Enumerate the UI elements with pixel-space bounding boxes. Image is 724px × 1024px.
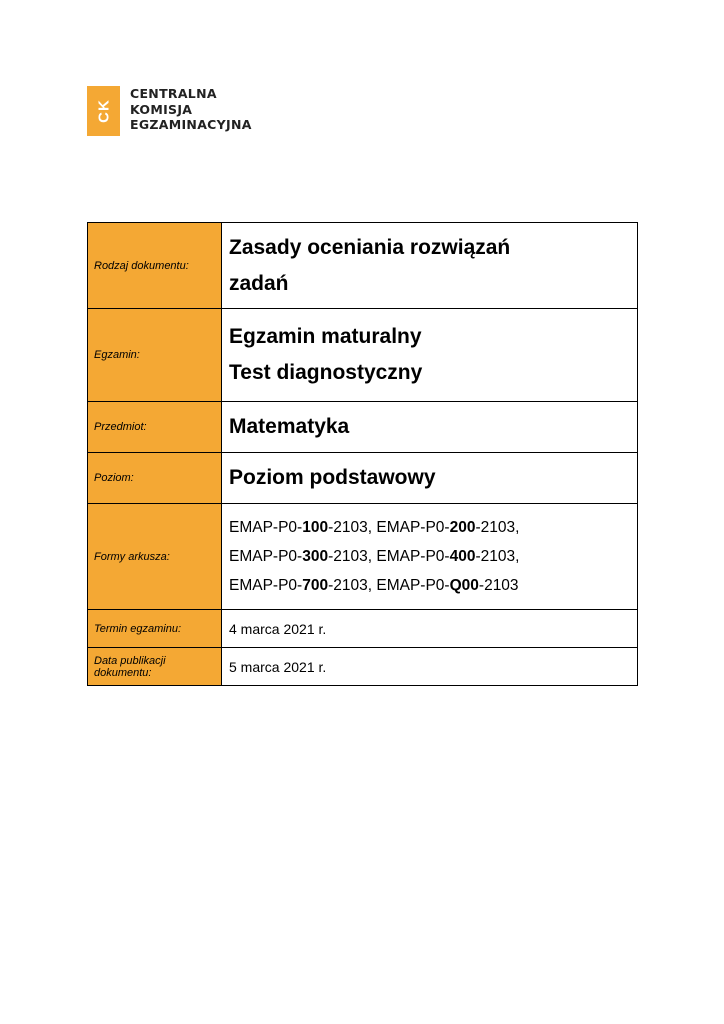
form-code-4: EMAP-P0-400-2103 (376, 548, 516, 565)
label-level: Poziom: (88, 453, 222, 504)
value-subject: Matematyka (222, 402, 638, 453)
value-document-type-line-2: zadań (229, 271, 289, 295)
label-exam-date: Termin egzaminu: (88, 610, 222, 648)
logo-mark-text: CK (95, 99, 112, 123)
label-subject: Przedmiot: (88, 402, 222, 453)
row-sheet-forms (88, 504, 638, 610)
label-sheet-forms: Formy arkusza: (88, 504, 222, 610)
label-publication-date-line-1: Data publikacji (94, 654, 166, 667)
logo-line-3: EGZAMINACYJNA (130, 117, 252, 132)
row-document-type (88, 223, 638, 309)
row-subject (88, 402, 638, 453)
form-code-2: EMAP-P0-200-2103 (376, 519, 516, 536)
forms-line-1: EMAP-P0-100-2103, EMAP-P0-200-2103, (229, 519, 520, 536)
label-publication-date (88, 648, 222, 686)
value-exam (222, 309, 638, 402)
row-exam-date (88, 610, 638, 648)
label-document-type: Rodzaj dokumentu: (88, 223, 222, 309)
value-exam-line-1: Egzamin maturalny (229, 325, 422, 348)
value-sheet-forms (222, 504, 638, 610)
row-publication-date (88, 648, 638, 686)
value-exam-line-2: Test diagnostyczny (229, 361, 423, 384)
form-code-3: EMAP-P0-300-2103 (229, 548, 368, 565)
form-code-1: EMAP-P0-100-2103 (229, 519, 368, 536)
value-level: Poziom podstawowy (222, 453, 638, 504)
document-info-table (87, 222, 638, 686)
value-exam-date: 4 marca 2021 r. (222, 610, 638, 648)
logo-line-2: KOMISJA (130, 101, 193, 117)
form-code-6: EMAP-P0-Q00-2103 (376, 577, 519, 594)
cke-logo (87, 86, 252, 136)
row-level (88, 453, 638, 504)
value-publication-date: 5 marca 2021 r. (222, 648, 638, 686)
forms-line-2: EMAP-P0-300-2103, EMAP-P0-400-2103, (229, 548, 520, 565)
form-code-5: EMAP-P0-700-2103 (229, 577, 368, 594)
value-document-type-line-1: Zasady oceniania rozwiązań (229, 235, 511, 259)
logo-line-1: CENTRALNA (130, 86, 217, 101)
cke-logo-mark (87, 86, 120, 136)
logo-text (130, 86, 252, 133)
row-exam (88, 309, 638, 402)
label-publication-date-line-2: dokumentu: (94, 666, 152, 679)
label-exam: Egzamin: (88, 309, 222, 402)
forms-line-3: EMAP-P0-700-2103, EMAP-P0-Q00-2103 (229, 577, 519, 594)
value-document-type (222, 223, 638, 309)
